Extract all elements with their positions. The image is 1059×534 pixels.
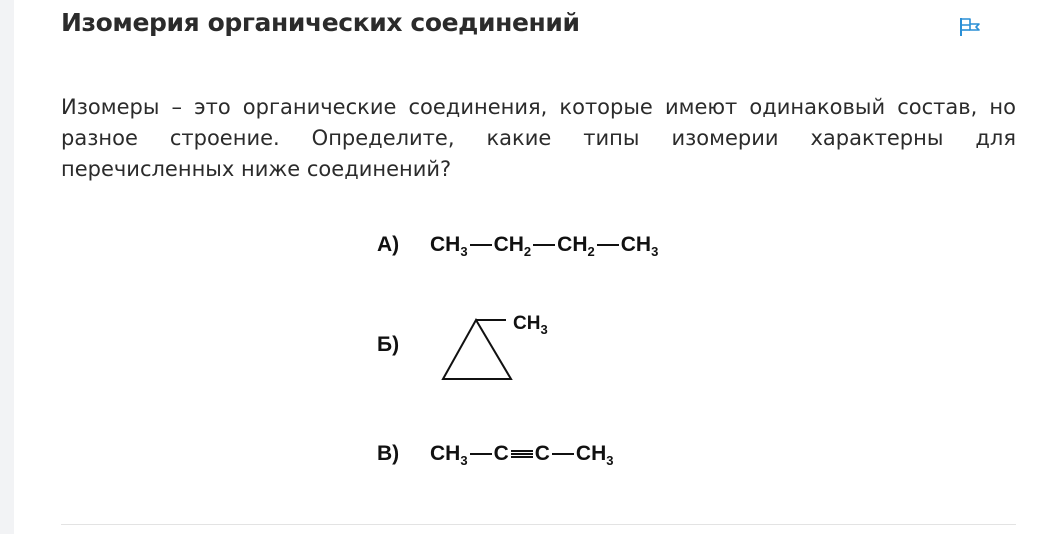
formula-a-ch3: $CH_3$ xyxy=(620,233,659,259)
formula-a xyxy=(430,233,658,257)
single-bond xyxy=(597,244,619,246)
formula-b-label: Б) xyxy=(377,333,400,356)
single-bond xyxy=(533,244,555,246)
page-title: Изомерия органических соединений xyxy=(61,8,580,37)
single-bond xyxy=(470,453,492,455)
formula-a-label: А) xyxy=(377,233,400,256)
formula-a-ch3: $CH_3$ xyxy=(430,233,468,259)
flag-icon[interactable] xyxy=(958,16,982,38)
formula-b-substituent: $CH_3$ xyxy=(513,313,548,337)
formula-a-ch2: $CH_2$ xyxy=(557,233,595,259)
formula-c-ch3: $CH_3$ xyxy=(575,442,614,468)
formula-c-carbon: C xyxy=(534,442,550,465)
formula-c xyxy=(430,442,614,466)
single-bond xyxy=(552,453,574,455)
triple-bond xyxy=(511,450,533,458)
formula-c-label: В) xyxy=(377,442,400,465)
formula-c-carbon: C xyxy=(493,442,509,465)
left-sidebar-strip xyxy=(0,0,14,534)
formula-c-ch3: $CH_3$ xyxy=(430,442,468,468)
question-text: Изомеры – это органические соединения, которые имеют одинаковый состав, но разное строение. Определите, какие типы изомерии характерны для перечисленных ниже соединений? xyxy=(61,95,1016,181)
formula-a-ch2: $CH_2$ xyxy=(493,233,532,259)
divider xyxy=(61,524,1016,525)
single-bond xyxy=(470,244,492,246)
